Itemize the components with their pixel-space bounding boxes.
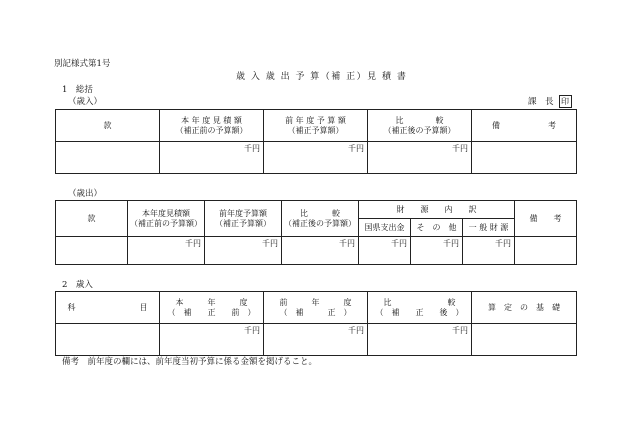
header-current: 本 年 度 （ 補 正 前 ）: [160, 292, 264, 324]
unit-label: 千円: [452, 326, 468, 335]
unit-label: 千円: [244, 326, 260, 335]
header-compare: 比 較 （ 補 正 後 ）: [368, 292, 472, 324]
table-header-row: [56, 110, 577, 142]
cell-current[interactable]: [160, 324, 264, 356]
unit-label: 千円: [391, 239, 407, 248]
approval-role: 課 長: [528, 97, 554, 107]
seal-box: 印: [559, 95, 572, 108]
approval-box: [528, 95, 572, 108]
cell-funding-general[interactable]: [463, 237, 515, 265]
header-kan: 款: [56, 201, 128, 237]
unit-label: 千円: [348, 326, 364, 335]
header-funding-other: そ の 他: [411, 219, 463, 237]
header-previous: 前 年 度 （ 補 正 ）: [264, 292, 368, 324]
table-header-row: [56, 201, 577, 219]
table-row: [56, 237, 577, 265]
cell-compare[interactable]: [368, 324, 472, 356]
cell-kan[interactable]: [56, 237, 128, 265]
cell-funding-other[interactable]: [411, 237, 463, 265]
header-compare: 比 較 （補正後の予算額）: [368, 110, 472, 142]
header-funding-general: 一 般 財 源: [463, 219, 515, 237]
unit-label: 千円: [495, 239, 511, 248]
table-header-row: [56, 292, 577, 324]
header-remarks: 備 考: [515, 201, 577, 237]
header-current: 本 年 度 見 積 額 （補正前の予算額）: [160, 110, 264, 142]
table-row: [56, 324, 577, 356]
cell-current[interactable]: [128, 237, 205, 265]
cell-previous[interactable]: [205, 237, 282, 265]
section2-heading: 2 歳入: [62, 280, 93, 290]
expenditure-label: （歳出）: [68, 189, 103, 199]
unit-label: 千円: [244, 144, 260, 153]
header-compare: 比 較 （補正後の予算額）: [282, 201, 359, 237]
revenue-summary-table: [55, 109, 577, 174]
cell-previous[interactable]: [264, 324, 368, 356]
unit-label: 千円: [452, 144, 468, 153]
cell-remarks[interactable]: [515, 237, 577, 265]
header-current: 本年度見積額 （補正前の予算額）: [128, 201, 205, 237]
cell-previous[interactable]: [264, 142, 368, 174]
cell-remarks[interactable]: [472, 142, 577, 174]
cell-current[interactable]: [160, 142, 264, 174]
header-funding-national: 国県支出金: [359, 219, 411, 237]
header-kamoku: 科 目: [56, 292, 160, 324]
header-kan: 款: [56, 110, 160, 142]
cell-basis[interactable]: [472, 324, 577, 356]
unit-label: 千円: [443, 239, 459, 248]
header-previous: 前 年 度 予 算 額 （補正予算額）: [264, 110, 368, 142]
footnote: 備考 前年度の欄には、前年度当初予算に係る金額を掲げること。: [62, 357, 318, 367]
header-previous: 前年度予算額 （補正予算額）: [205, 201, 282, 237]
unit-label: 千円: [339, 239, 355, 248]
cell-funding-national[interactable]: [359, 237, 411, 265]
header-remarks: 備 考: [472, 110, 577, 142]
revenue-label: （歳入）: [68, 97, 103, 107]
form-number: 別記様式第1号: [54, 59, 111, 69]
cell-compare[interactable]: [282, 237, 359, 265]
section1-heading: 1 総括: [62, 85, 93, 95]
unit-label: 千円: [185, 239, 201, 248]
header-funding: 財 源 内 訳: [359, 201, 515, 219]
unit-label: 千円: [262, 239, 278, 248]
cell-kamoku[interactable]: [56, 324, 160, 356]
cell-compare[interactable]: [368, 142, 472, 174]
revenue-detail-table: [55, 291, 577, 356]
cell-kan[interactable]: [56, 142, 160, 174]
page-title: 歳 入 歳 出 予 算（補 正）見 積 書: [236, 72, 408, 82]
header-basis: 算 定 の 基 礎: [472, 292, 577, 324]
unit-label: 千円: [348, 144, 364, 153]
table-row: [56, 142, 577, 174]
expenditure-summary-table: [55, 200, 577, 265]
